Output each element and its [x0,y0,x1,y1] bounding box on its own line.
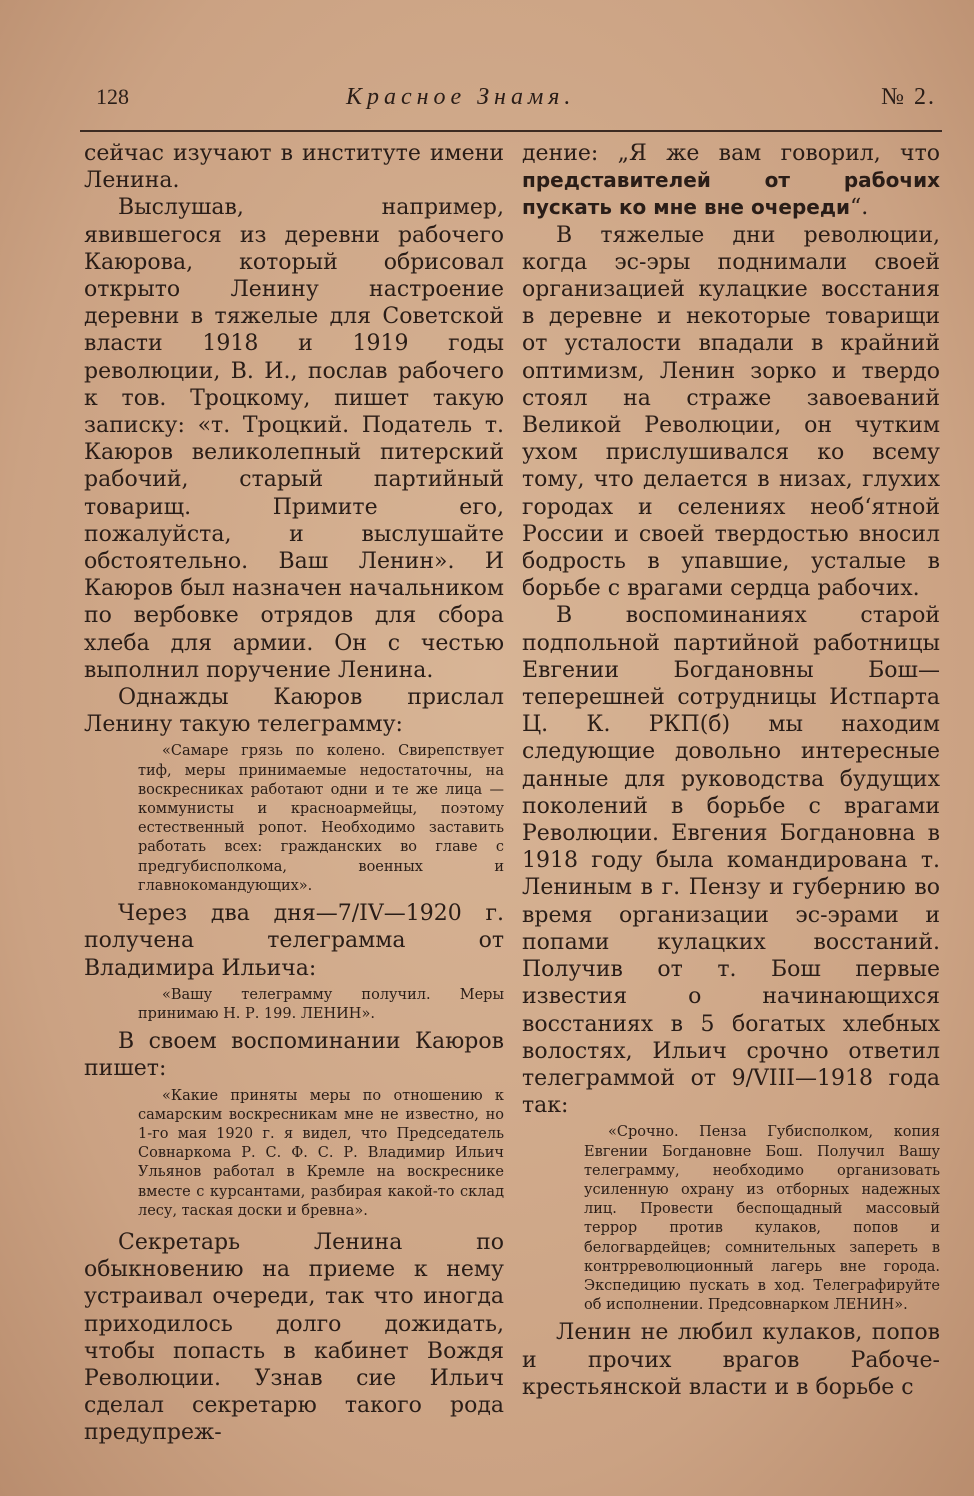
quote: «Самаре грязь по колено. Свирепствует тиф, меры принимаемые недостаточны, на воскресниках работают одни и те же лица —коммунисты и красноармейцы, поэтому естественный ропот. Необходимо заставить работать всех: гражданских во главе с предгубисполкома, военных и главнокомандующих». [138,743,504,894]
header-rule [80,130,942,132]
paragraph: Секретарь Ленина по обыкновению на приеме к нему устраивал очереди, так что иногда приходилось долго дожидать, чтобы попасть в кабинет Вождя Революции. Узнав сие Ильич сделал секретарю такого рода предупреж- [84,1229,504,1446]
quote: «Срочно. Пенза Губисполком, копия Евгении Богдановне Бош. Получил Вашу телеграмму, необходимо организовать усиленную охрану из отборных надежных лиц. Провести беспощадный массовый террор против кулаков, попов и белогвардейцев; сомнительных запереть в контрреволюционный лагерь вне города. Экспедицию пускать в ход. Телеграфируйте об исполнении. Предсовнарком ЛЕНИН». [584,1124,940,1314]
paragraph: Ленин не любил кулаков, попов и прочих врагов Рабоче-крестьянской власти и в борьбе с [522,1320,940,1400]
text-span: дение: „Я же вам говорил, что [522,141,940,166]
paragraph: В воспоминаниях старой подпольной партийной работницы Евгении Богдановны Бош—теперешней сотрудницы Истпарта Ц. К. РКП(б) мы находим следующие довольно интересные данные для руководства будущих поколений в борьбе с врагами Революции. Евгения Богдановна в 1918 году была командирована т. Лениным в г. Пензу и губернию во время организации эс-эрами и попами кулацких восстаний. Получив от т. Бош первые известия о начинающихся восстаниях в 5 богатых хлебных волостях, Ильич срочно ответил телеграммой от 9/VIII—1918 года так: [522,603,940,1119]
journal-title: Красное Знамя. [346,84,576,110]
left-column [84,140,504,1447]
quote: «Какие приняты меры по отношению к самарским воскресникам мне не известно, но 1-го мая 1920 г. я видел, что Председатель Совнаркома Р. С. Ф. С. Р. Владимир Ильич Ульянов работал в Кремле на воскреснике вместе с курсантами, разбирая какой-то склад лесу, таская доски и бревна». [138,1087,504,1219]
emphasized-text: представителей от рабочих пускать ко мне вне очереди [522,168,940,220]
issue-number: № 2. [881,84,936,110]
quote: «Вашу телеграмму получил. Меры принимаю Н. Р. 199. ЛЕНИН». [138,986,504,1022]
page-number: 128 [96,84,129,109]
paragraph: В своем воспоминании Каюров пишет: [84,1029,504,1082]
page-header [96,84,936,118]
paragraph: Выслушав, например, явившегося из деревни рабочего Каюрова, который обрисовал открыто Ленину настроение деревни в тяжелые для Советской власти 1918 и 1919 годы революции, В. И., послав рабочего к тов. Троцкому, пишет такую записку: «т. Троцкий. Податель т. Каюров великолепный питерский рабочий, старый партийный товарищ. Примите его, пожалуйста, и выслушайте обстоятельно. Ваш Ленин». И Каюров был назначен начальником по вербовке отрядов для сбора хлеба для армии. Он с честью выполнил поручение Ленина. [84,195,504,683]
paragraph: Однажды Каюров прислал Ленину такую телеграмму: [84,685,504,738]
paragraph: сейчас изучают в институте имени Ленина. [84,141,504,194]
paragraph: В тяжелые дни революции, когда эс-эры поднимали своей организацией кулацкие восстания в деревне и некоторые товарищи от усталости впадали в крайний оптимизм, Ленин зорко и твердо стоял на страже завоеваний Великой Революции, он чутким ухом прислушивался ко всему тому, что делается в низах, глухих городах и селениях необ‘ятной России и своей твердостью вносил бодрость в упавшие, усталые в борьбе с врагами сердца рабочих. [522,222,940,602]
paragraph: Через два дня—7/IV—1920 г. получена телеграмма от Владимира Ильича: [84,901,504,981]
text-span: “. [850,195,869,221]
paragraph [522,140,940,222]
right-column [522,140,940,1401]
